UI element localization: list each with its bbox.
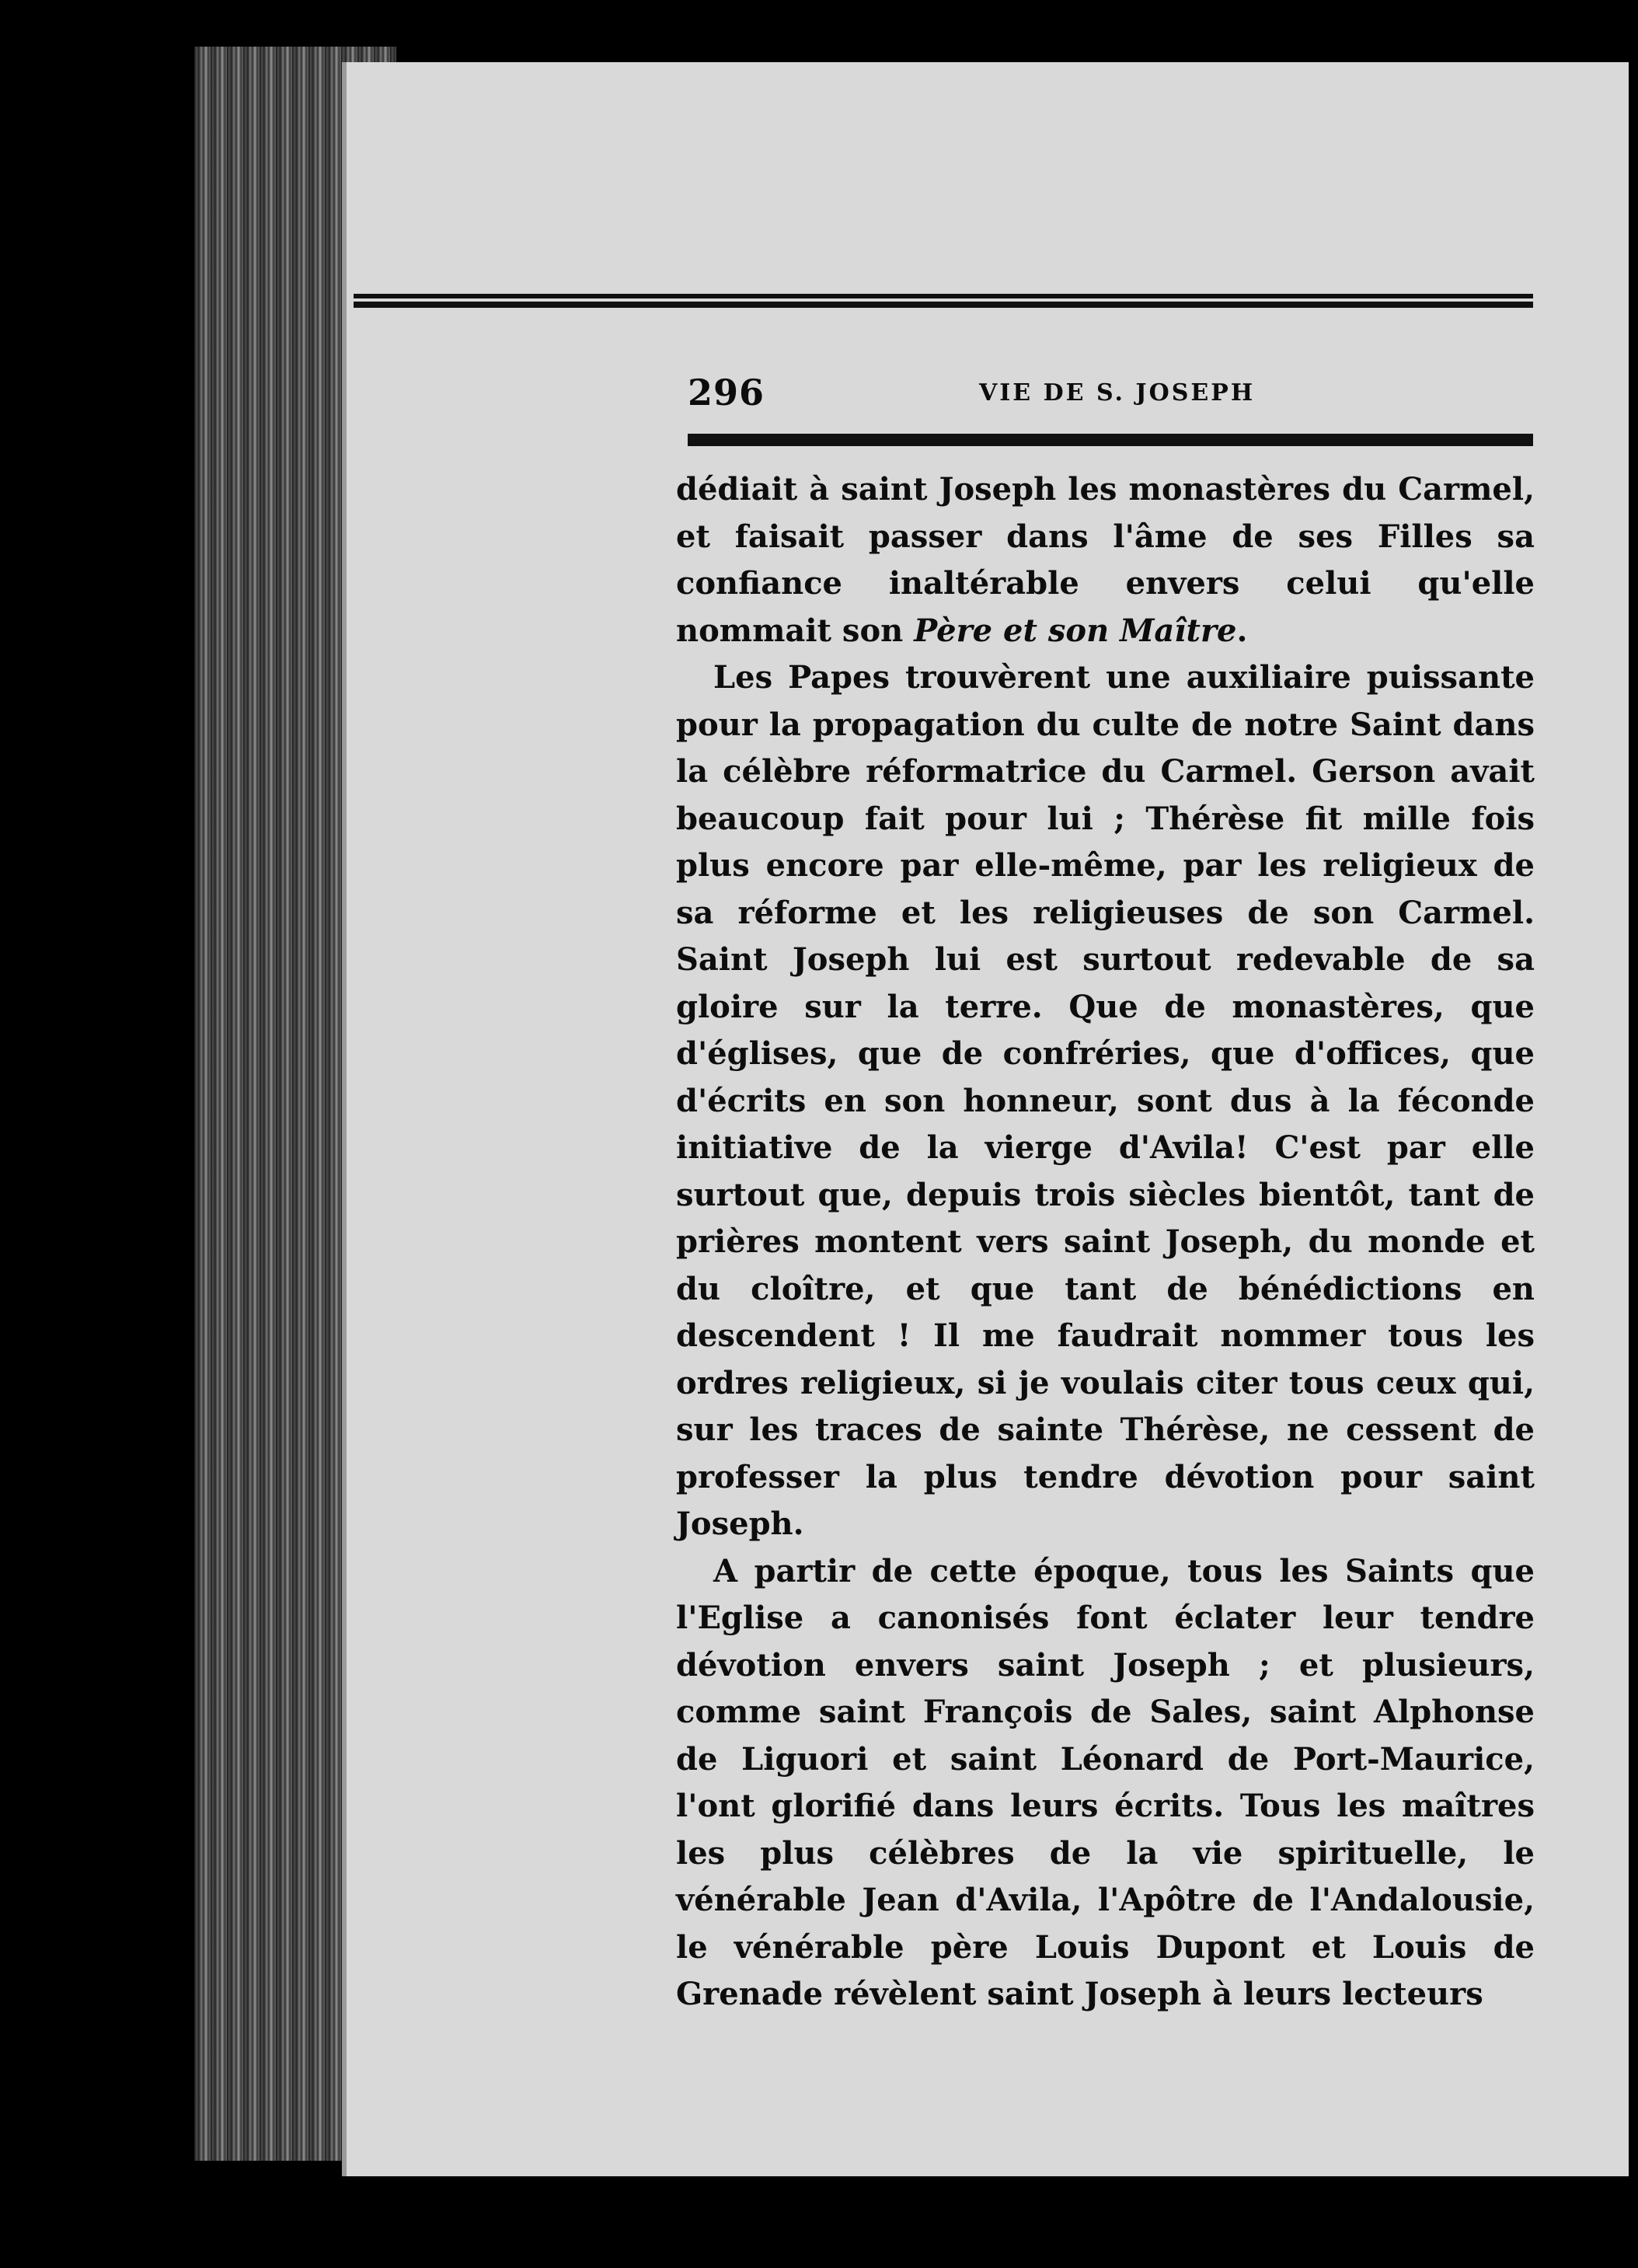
- body-text: [676, 466, 1535, 2019]
- running-title: VIE DE S. JOSEPH: [979, 379, 1256, 406]
- paragraph-1-italic: Père et son Maître: [914, 612, 1237, 649]
- paragraph-1-text: dédiait à saint Joseph les monastères du Carmel, et faisait passer dans l'âme de ses Filles sa confiance inaltérable envers celui qu'elle nommait son: [676, 471, 1535, 649]
- paragraph-2: Les Papes trouvèrent une auxiliaire puissante pour la propagation du culte de notre Saint dans la célèbre réformatrice du Carmel. Gerson avait beaucoup fait pour lui ; Thérèse fit mille fois plus encore par elle-même, par les religieux de sa réforme et les religieuses de son Carmel. Saint Joseph lui est surtout redevable de sa gloire sur la terre. Que de monastères, que d'églises, que de confréries, que d'offices, que d'écrits en son honneur, sont dus à la féconde initiative de la vierge d'Avila! C'est par elle surtout que, depuis trois siècles bientôt, tant de prières montent vers saint Joseph, du monde et du cloître, et que tant de bénédictions en descendent ! Il me faudrait nommer tous les ordres religieux, si je voulais citer tous ceux qui, sur les traces de sainte Thérèse, ne cessent de professer la plus tendre dévotion pour saint Joseph.: [676, 659, 1535, 1542]
- header-rule-top: [354, 294, 1533, 308]
- paragraph-3: A partir de cette époque, tous les Saints que l'Eglise a canonisés font éclater leur tendre dévotion envers saint Joseph ; et plusieurs, comme saint François de Sales, saint Alphonse de Liguori et saint Léonard de Port-Maurice, l'ont glorifié dans leurs écrits. Tous les maîtres les plus célèbres de la vie spirituelle, le vénérable Jean d'Avila, l'Apôtre de l'Andalousie, le vénérable père Louis Dupont et Louis de Grenade révèlent saint Joseph à leurs lecteurs: [676, 1552, 1535, 2012]
- paragraph-1-end: .: [1236, 612, 1248, 649]
- page-header: [688, 372, 1533, 418]
- page-number: 296: [688, 372, 765, 413]
- paragraph-1: [676, 466, 1535, 654]
- header-rule-bottom: [688, 434, 1533, 446]
